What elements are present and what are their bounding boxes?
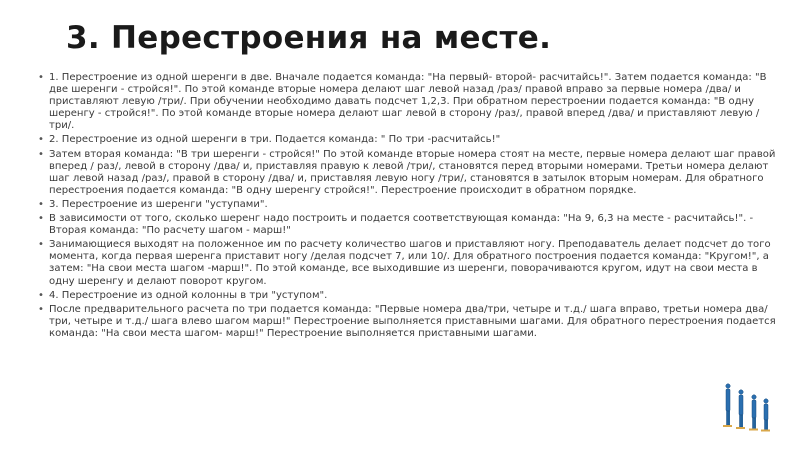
bullet-list — [38, 72, 776, 342]
slide-title: 3. Перестроения на месте. — [66, 20, 552, 56]
bullet-item: • В зависимости от того, сколько шеренг надо построить и подается соответствующая команда: "На 9, 6,3 на месте - расчитайсь!". - Вторая команда: "По расчету шагом - марш!" — [38, 213, 776, 237]
bullet-item: • 1. Перестроение из одной шеренги в две. Вначале подается команда: "На первый- второй- расчитайсь!". Затем подается команда: "В две шеренги - стройся!". По этой команде вторые номера делают шаг левой назад /раз/ правой вправо за первые номера /два/ и приставляют левую /три/. При обучении необходимо давать подсчет 1,2,3. При обратном перестроении подается команда: "В одну шеренгу - стройся!". По этой команде вторые номера делают шаг левой в сторону /раз/, правой вперед /два/ и приставляют левую /три/. — [38, 72, 776, 132]
bullet-item: • 3. Перестроение из шеренги "уступами". — [38, 199, 776, 211]
marching-figures-icon — [722, 382, 774, 432]
bullet-item: • Занимающиеся выходят на положенное им по расчету количество шагов и приставляют ногу. Преподаватель делает подсчет до того момента, когда первая шеренга приставит ногу /делая подсчет 7, или 10/. Для обратного построения подается команда: "Кругом!", а затем: "На свои места шагом -марш!". По этой команде, все выходившие из шеренги, поворачиваются кругом, идут на свои места в одну шеренгу и делают поворот кругом. — [38, 239, 776, 287]
bullet-item: • 2. Перестроение из одной шеренги в три. Подается команда: " По три -расчитайсь!" — [38, 134, 776, 146]
bullet-item: • 4. Перестроение из одной колонны в три "уступом". — [38, 290, 776, 302]
bullet-item: • Затем вторая команда: "В три шеренги - стройся!" По этой команде вторые номера стоят на месте, первые номера делают шаг правой вперед / раз/, левой в сторону /два/ и, приставляя правую к левой /три/, становятся перед вторыми номерами. Третьи номера делают шаг левой назад /раз/, правой в сторону /два/ и, приставляя левую ногу /три/, становятся в затылок вторым номерам. Для обратного перестроения подается команда: "В одну шеренгу стройся!". Перестроение происходит в обратном порядке. — [38, 149, 776, 197]
bullet-item: • После предварительного расчета по три подается команда: "Первые номера два/три, четыре и т.д./ шага вправо, третьи номера два/три, четыре и т.д./ шага влево шагом марш!" Перестроение выполняется приставными шагами. Для обратного перестроения подается команда: "На свои места шагом- марш!" Перестроение выполняется приставными шагами. — [38, 304, 776, 340]
